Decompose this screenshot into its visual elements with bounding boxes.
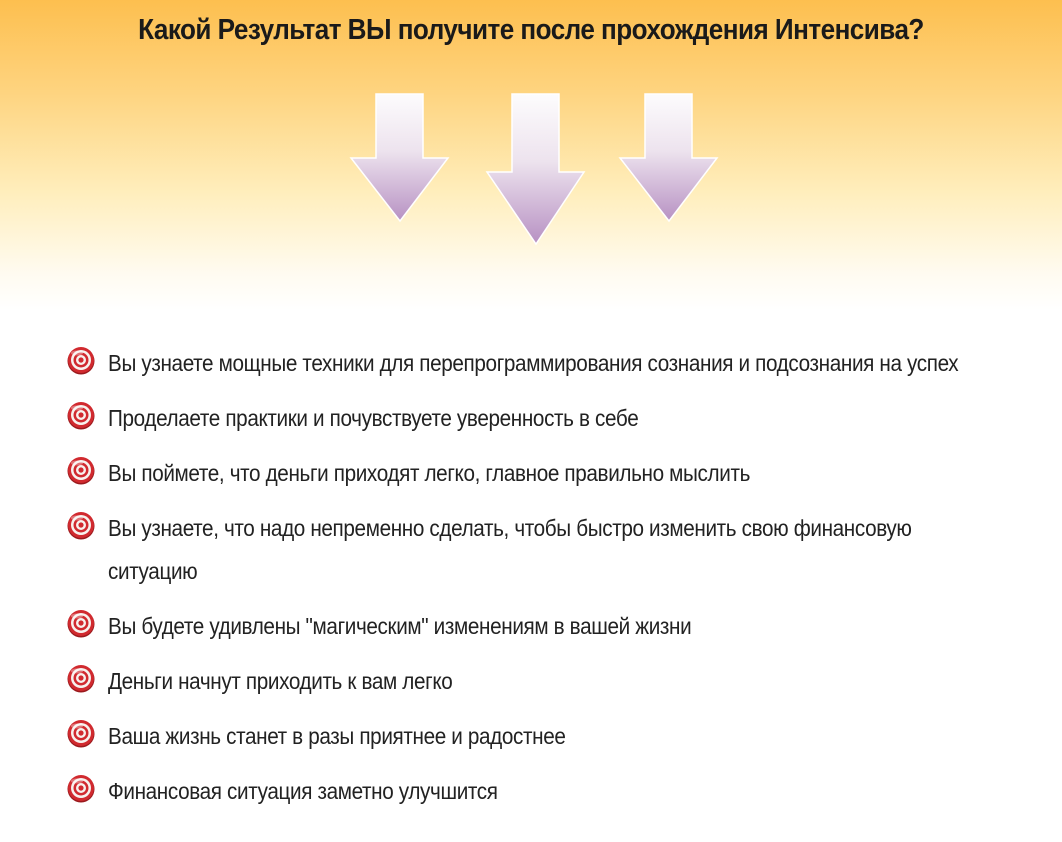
list-item-text: Вы узнаете, что надо непременно сделать, чтобы быстро изменить свою финансовую ситуацию <box>108 515 912 584</box>
list-item-text: Вы узнаете мощные техники для перепрограммирования сознания и подсознания на успех <box>108 350 959 376</box>
list-item <box>66 715 1006 758</box>
page-title: Какой Результат ВЫ получите после прохождения Интенсива? <box>138 14 924 46</box>
target-icon <box>66 718 96 748</box>
arrows-group <box>0 0 1062 310</box>
list-item-text: Деньги начнут приходить к вам легко <box>108 668 453 694</box>
list-item-text: Проделаете практики и почувствуете уверенность в себе <box>108 405 639 431</box>
target-icon <box>66 345 96 375</box>
target-icon <box>66 455 96 485</box>
target-icon <box>66 773 96 803</box>
list-item <box>66 452 1006 495</box>
list-item-text: Финансовая ситуация заметно улучшится <box>108 778 498 804</box>
arrow-left-icon <box>351 94 448 221</box>
list-item <box>66 507 1006 593</box>
list-item <box>66 397 1006 440</box>
target-icon <box>66 400 96 430</box>
arrows-svg <box>0 0 1062 310</box>
list-item-text: Ваша жизнь станет в разы приятнее и радостнее <box>108 723 566 749</box>
benefits-list <box>66 342 1006 825</box>
target-icon <box>66 510 96 540</box>
arrow-center-icon <box>487 94 584 244</box>
list-item <box>66 770 1006 813</box>
list-item-text: Вы поймете, что деньги приходят легко, главное правильно мыслить <box>108 460 751 486</box>
list-item-text: Вы будете удивлены "магическим" изменениям в вашей жизни <box>108 613 692 639</box>
list-item <box>66 605 1006 648</box>
hero-banner <box>0 0 1062 310</box>
arrow-right-icon <box>620 94 717 221</box>
list-item <box>66 660 1006 703</box>
list-item <box>66 342 1006 385</box>
target-icon <box>66 608 96 638</box>
target-icon <box>66 663 96 693</box>
